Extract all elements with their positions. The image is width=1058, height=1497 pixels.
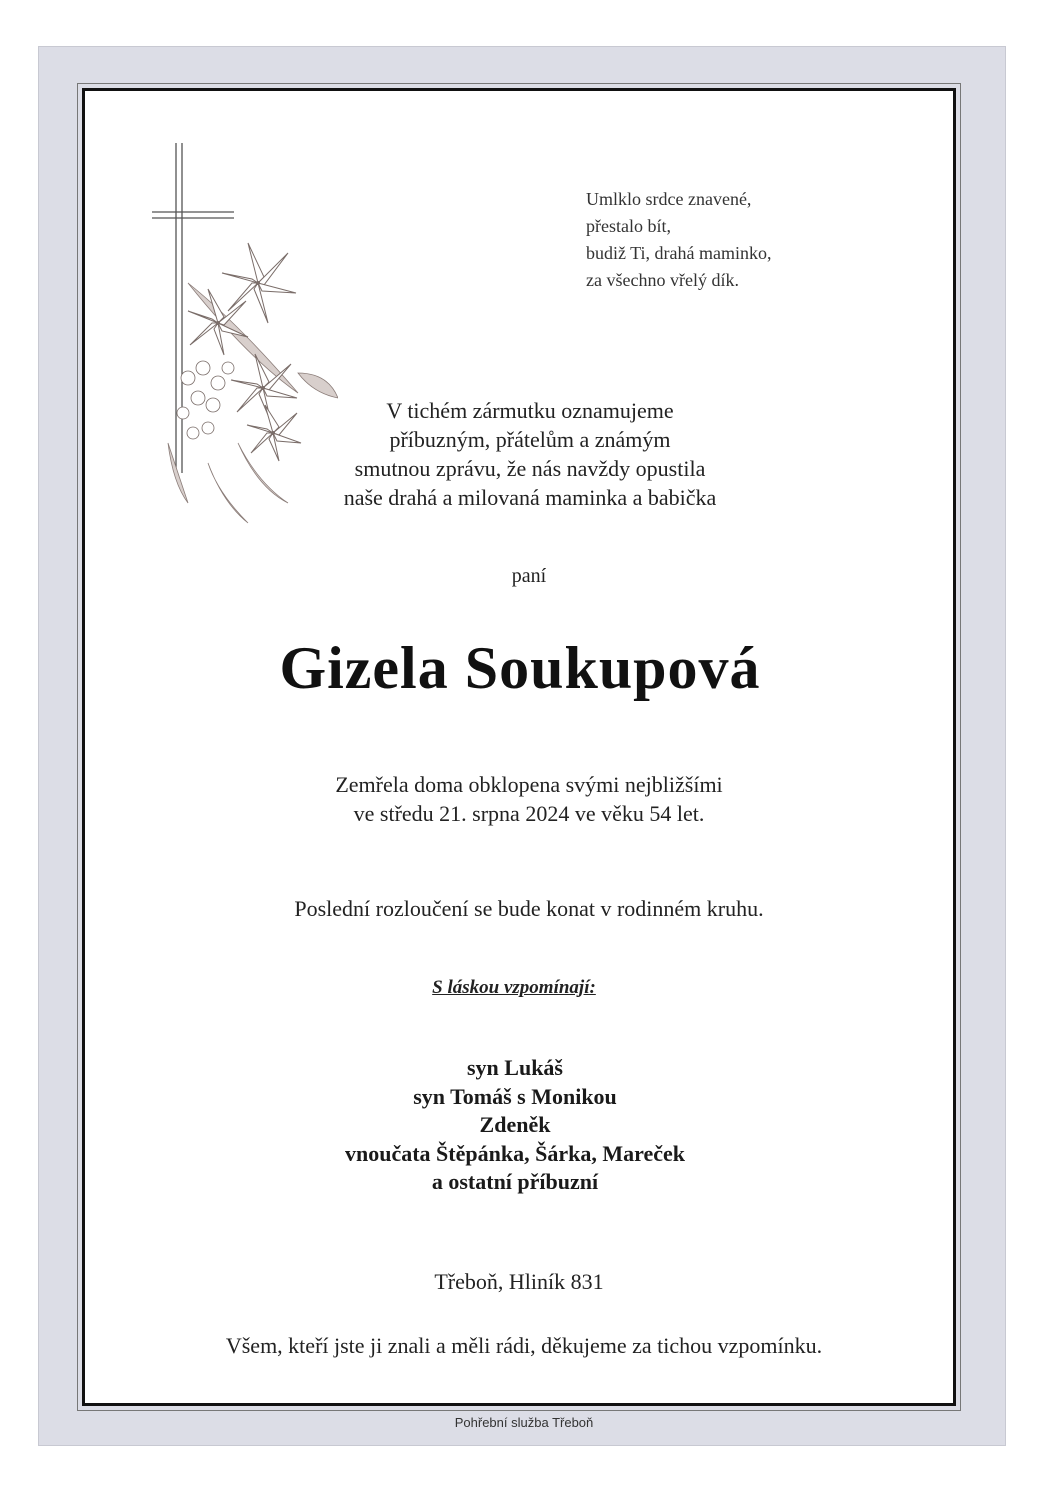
announcement-line: smutnou zprávu, že nás navždy opustila	[354, 456, 706, 481]
poem-line: přestalo bít,	[586, 216, 671, 236]
honorific: paní	[511, 565, 547, 587]
death-notice-line: ve středu 21. srpna 2024 ve věku 54 let.	[353, 801, 705, 826]
announcement-line: V tichém zármutku oznamujeme	[386, 398, 674, 423]
funeral-service-footer: Pohřební služba Třeboň	[454, 1415, 594, 1430]
address: Třeboň, Hliník 831	[434, 1269, 604, 1294]
mourner-item: a ostatní příbuzní	[431, 1169, 599, 1194]
mourner-item: vnoučata Štěpánka, Šárka, Mareček	[345, 1140, 685, 1166]
poem-line: budiž Ti, drahá maminko,	[586, 243, 772, 263]
farewell-notice: Poslední rozloučení se bude konat v rodinném kruhu.	[294, 896, 764, 921]
mourner-item: syn Lukáš	[466, 1055, 563, 1080]
mourners-list	[0, 1054, 1030, 1197]
poem-line: za všechno vřelý dík.	[586, 270, 739, 290]
announcement	[250, 396, 810, 512]
death-notice	[0, 770, 1058, 828]
poem	[586, 186, 906, 294]
mourner-item: syn Tomáš s Monikou	[413, 1083, 617, 1109]
death-notice-line: Zemřela doma obklopena svými nejbližšími	[335, 772, 723, 797]
announcement-line: příbuzným, přátelům a známým	[389, 427, 671, 452]
thanks-note: Všem, kteří jste ji znali a měli rádi, děkujeme za tichou vzpomínku.	[225, 1333, 823, 1358]
poem-line: Umlklo srdce znavené,	[586, 189, 752, 209]
announcement-line: naše drahá a milovaná maminka a babička	[343, 485, 717, 510]
mourner-item: Zdeněk	[479, 1112, 551, 1137]
deceased-name: Gizela Soukupová	[279, 635, 761, 701]
with-love-heading: S láskou vzpomínají:	[432, 977, 596, 998]
